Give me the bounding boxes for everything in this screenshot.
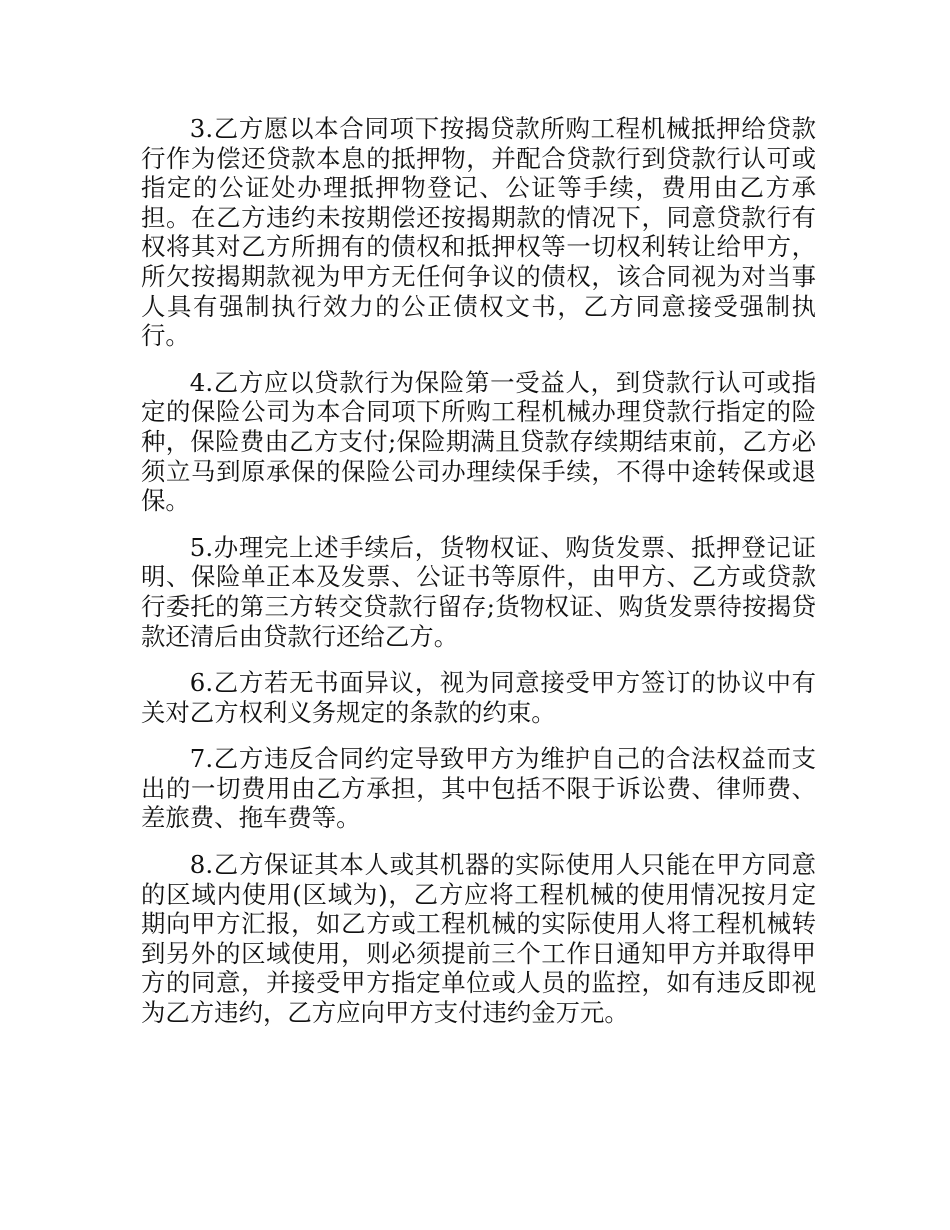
clause-5-paragraph: 5.办理完上述手续后，货物权证、购货发票、抵押登记证明、保险单正本及发票、公证书等原件，由甲方、乙方或贷款行委托的第三方转交贷款行留存;货物权证、购货发票待按揭贷款还清后由贷款行还给乙方。 [141, 532, 816, 651]
clause-8-paragraph: 8.乙方保证其本人或其机器的实际使用人只能在甲方同意的区域内使用(区域为)，乙方应将工程机械的使用情况按月定期向甲方汇报，如乙方或工程机械的实际使用人将工程机械转到另外的区域使用，则必须提前三个工作日通知甲方并取得甲方的同意，并接受甲方指定单位或人员的监控，如有违反即视为乙方违约，乙方应向甲方支付违约金万元。 [141, 850, 816, 1028]
clause-7-paragraph: 7.乙方违反合同约定导致甲方为维护自己的合法权益而支出的一切费用由乙方承担，其中包括不限于诉讼费、律师费、差旅费、拖车费等。 [141, 744, 816, 833]
clause-4-paragraph: 4.乙方应以贷款行为保险第一受益人，到贷款行认可或指定的保险公司为本合同项下所购工程机械办理贷款行指定的险种，保险费由乙方支付;保险期满且贷款存续期结束前，乙方必须立马到原承保的保险公司办理续保手续，不得中途转保或退保。 [141, 367, 816, 516]
document-page [141, 114, 816, 1045]
clause-3-paragraph: 3.乙方愿以本合同项下按揭贷款所购工程机械抵押给贷款行作为偿还贷款本息的抵押物，并配合贷款行到贷款行认可或指定的公证处办理抵押物登记、公证等手续，费用由乙方承担。在乙方违约未按期偿还按揭期款的情况下，同意贷款行有权将其对乙方所拥有的债权和抵押权等一切权利转让给甲方，所欠按揭期款视为甲方无任何争议的债权，该合同视为对当事人具有强制执行效力的公正债权文书，乙方同意接受强制执行。 [141, 114, 816, 351]
clause-6-paragraph: 6.乙方若无书面异议，视为同意接受甲方签订的协议中有关对乙方权利义务规定的条款的约束。 [141, 668, 816, 727]
